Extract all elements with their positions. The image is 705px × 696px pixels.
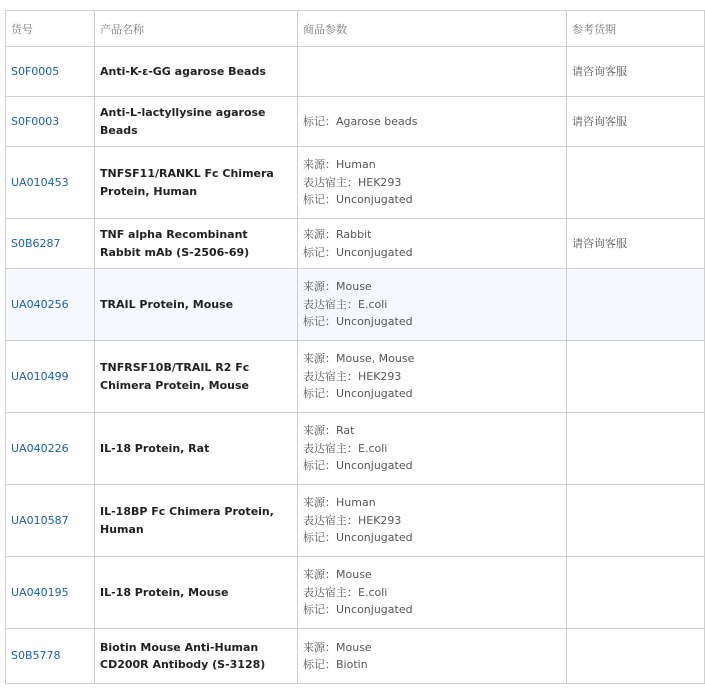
parameter-line: 标记：Unconjugated	[303, 531, 413, 545]
parameter-line: 标记：Unconjugated	[303, 603, 413, 617]
parameter-line: 标记：Unconjugated	[303, 193, 413, 207]
product-name: IL-18 Protein, Rat	[95, 413, 298, 485]
table-header-row	[6, 11, 705, 47]
table-row	[6, 485, 705, 557]
product-name: Anti-K-ε-GG agarose Beads	[95, 47, 298, 97]
parameter-line: 表达宿主：HEK293	[303, 369, 402, 383]
parameters-cell	[298, 219, 567, 269]
lead-time	[567, 485, 705, 557]
product-table	[5, 10, 705, 684]
sku-link[interactable]: UA040226	[11, 441, 69, 455]
parameter-line: 表达宿主：E.coli	[303, 297, 388, 311]
header-sku: 货号	[6, 11, 95, 47]
parameters-cell	[298, 485, 567, 557]
parameters-cell	[298, 97, 567, 147]
sku-cell	[6, 629, 95, 684]
parameter-line: 表达宿主：HEK293	[303, 513, 402, 527]
header-lead-time: 参考货期	[567, 11, 705, 47]
parameter-line: 标记：Unconjugated	[303, 387, 413, 401]
sku-cell	[6, 97, 95, 147]
sku-link[interactable]: UA040195	[11, 585, 69, 599]
lead-time	[567, 269, 705, 341]
product-name: TRAIL Protein, Mouse	[95, 269, 298, 341]
lead-time	[567, 147, 705, 219]
product-name: Biotin Mouse Anti-Human CD200R Antibody (S-3128)	[95, 629, 298, 684]
product-name: IL-18 Protein, Mouse	[95, 557, 298, 629]
parameters-cell	[298, 629, 567, 684]
sku-link[interactable]: S0B6287	[11, 236, 61, 250]
lead-time	[567, 629, 705, 684]
table-row	[6, 147, 705, 219]
parameter-line: 标记：Agarose beads	[303, 114, 418, 128]
sku-link[interactable]: S0F0003	[11, 114, 60, 128]
table-row	[6, 629, 705, 684]
parameter-line: 表达宿主：E.coli	[303, 441, 388, 455]
parameter-line: 表达宿主：HEK293	[303, 175, 402, 189]
sku-cell	[6, 341, 95, 413]
product-name: TNFRSF10B/TRAIL R2 Fc Chimera Protein, Mouse	[95, 341, 298, 413]
sku-cell	[6, 485, 95, 557]
sku-link[interactable]: S0B5778	[11, 649, 61, 663]
table-row	[6, 341, 705, 413]
sku-cell	[6, 557, 95, 629]
table-row	[6, 97, 705, 147]
lead-time	[567, 341, 705, 413]
sku-link[interactable]: UA040256	[11, 297, 69, 311]
parameter-line: 标记：Unconjugated	[303, 245, 413, 259]
header-product-name: 产品名称	[95, 11, 298, 47]
parameter-line: 来源：Mouse	[303, 280, 372, 294]
parameters-cell	[298, 341, 567, 413]
parameters-cell	[298, 47, 567, 97]
parameter-line: 来源：Rat	[303, 424, 355, 438]
lead-time: 请咨询客服	[567, 219, 705, 269]
parameter-line: 标记：Biotin	[303, 658, 368, 671]
parameter-line: 来源：Mouse	[303, 568, 372, 582]
table-row	[6, 269, 705, 341]
lead-time	[567, 557, 705, 629]
parameter-line: 来源：Human	[303, 496, 376, 510]
sku-cell	[6, 219, 95, 269]
table-row	[6, 47, 705, 97]
parameters-cell	[298, 269, 567, 341]
lead-time	[567, 413, 705, 485]
parameter-line: 表达宿主：E.coli	[303, 585, 388, 599]
product-name: TNFSF11/RANKL Fc Chimera Protein, Human	[95, 147, 298, 219]
sku-link[interactable]: UA010499	[11, 369, 69, 383]
parameter-line: 来源：Mouse	[303, 640, 372, 654]
parameters-cell	[298, 147, 567, 219]
table-row	[6, 557, 705, 629]
table-body	[6, 47, 705, 684]
parameter-line: 来源：Human	[303, 158, 376, 172]
sku-cell	[6, 413, 95, 485]
sku-cell	[6, 269, 95, 341]
product-name: TNF alpha Recombinant Rabbit mAb (S-2506-69)	[95, 219, 298, 269]
parameters-cell	[298, 413, 567, 485]
lead-time: 请咨询客服	[567, 47, 705, 97]
lead-time: 请咨询客服	[567, 97, 705, 147]
parameter-line: 来源：Rabbit	[303, 228, 372, 241]
product-name: IL-18BP Fc Chimera Protein, Human	[95, 485, 298, 557]
table-row	[6, 219, 705, 269]
parameters-cell	[298, 557, 567, 629]
parameter-line: 标记：Unconjugated	[303, 315, 413, 329]
table-row	[6, 413, 705, 485]
parameter-line: 来源：Mouse, Mouse	[303, 352, 415, 366]
header-parameters: 商品参数	[298, 11, 567, 47]
sku-link[interactable]: UA010587	[11, 513, 69, 527]
sku-cell	[6, 47, 95, 97]
product-name: Anti-L-lactyllysine agarose Beads	[95, 97, 298, 147]
sku-cell	[6, 147, 95, 219]
sku-link[interactable]: S0F0005	[11, 64, 60, 78]
sku-link[interactable]: UA010453	[11, 175, 69, 189]
parameter-line: 标记：Unconjugated	[303, 459, 413, 473]
